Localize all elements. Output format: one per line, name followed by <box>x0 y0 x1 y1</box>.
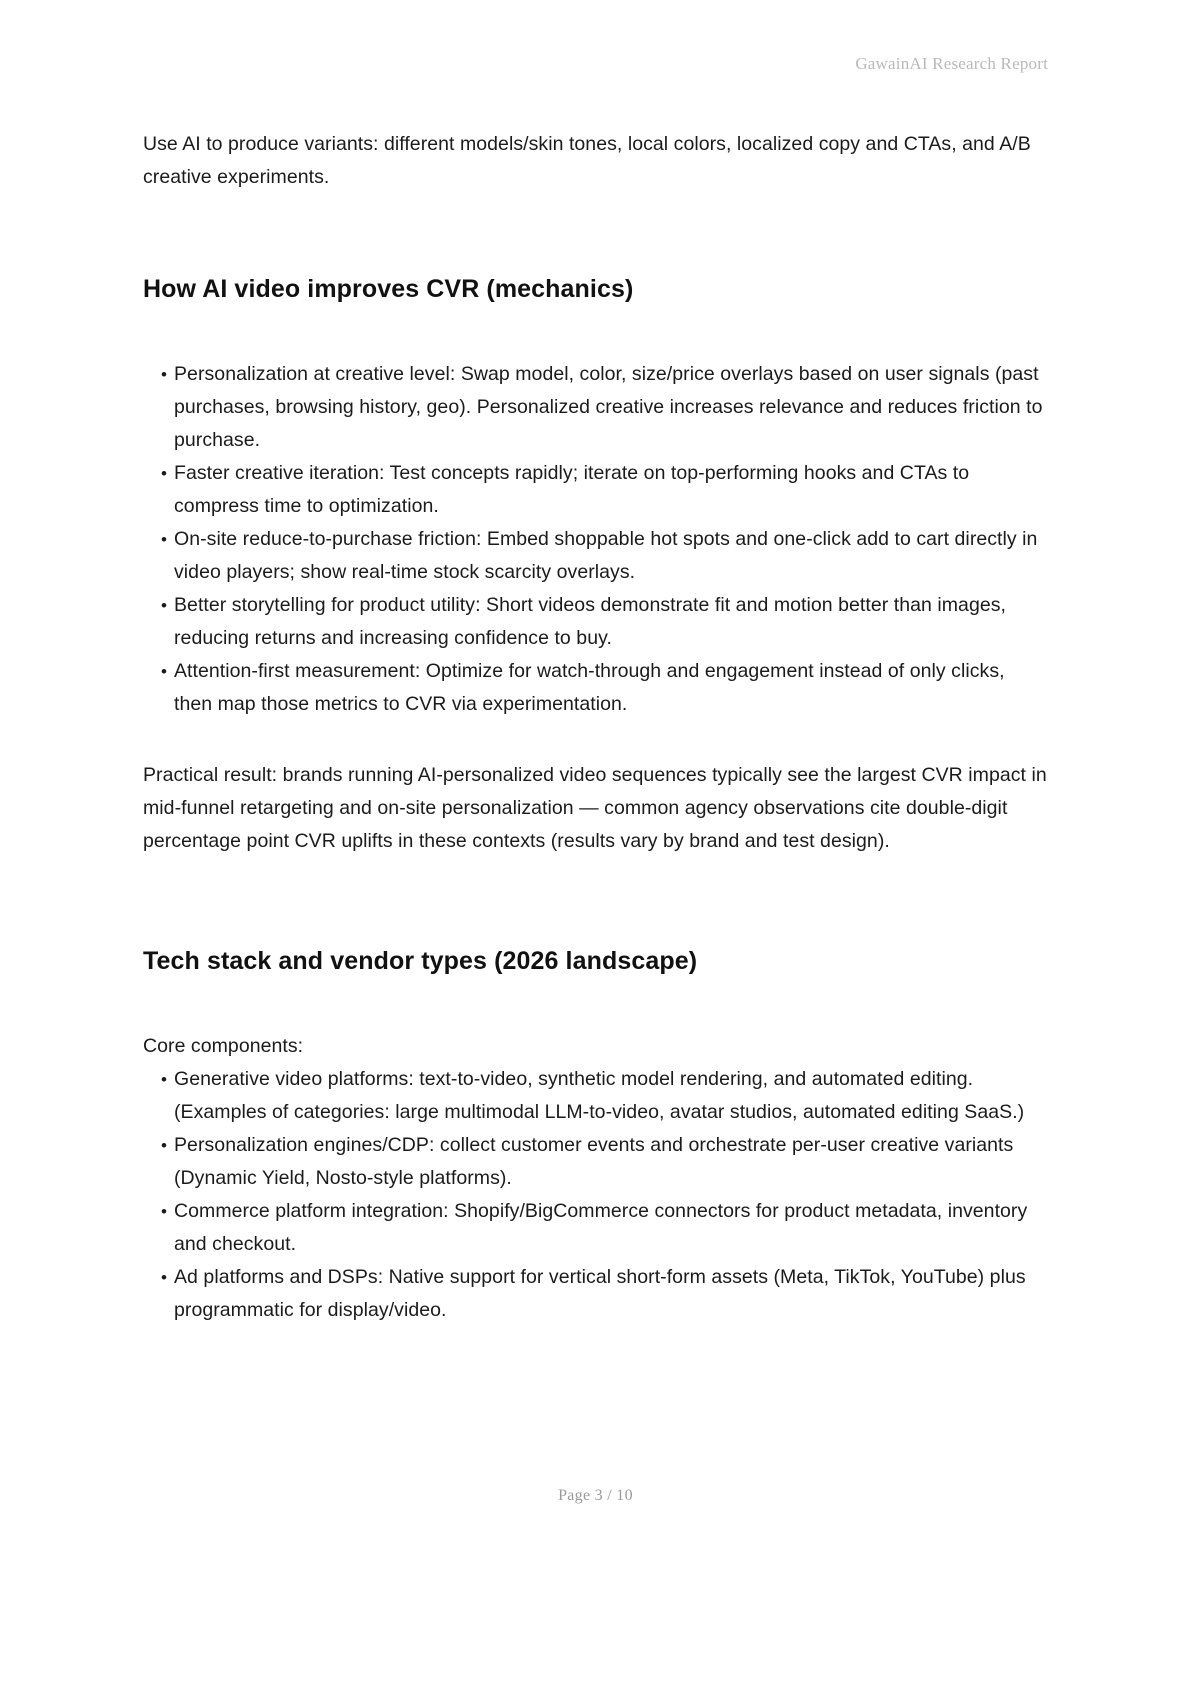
list-item: • On-site reduce-to-purchase friction: Embed shoppable hot spots and one-click add to cart directly in video players; show real-time stock scarcity overlays. <box>143 523 1048 589</box>
section-heading-tech-stack: Tech stack and vendor types (2026 landscape) <box>143 947 698 975</box>
spacer <box>143 194 1048 272</box>
section-heading-mechanics: How AI video improves CVR (mechanics) <box>143 275 634 303</box>
list-item: • Better storytelling for product utility: Short videos demonstrate fit and motion better than images, reducing returns and increasing confidence to buy. <box>143 589 1048 655</box>
mechanics-closing-paragraph: Practical result: brands running AI-personalized video sequences typically see the largest CVR impact in mid-funnel retargeting and on-site personalization — common agency observations cite double-digit percentage point CVR uplifts in these contexts (results vary by brand and test design). <box>143 764 1047 852</box>
tech-stack-bullet-list <box>143 1063 1048 1327</box>
list-item: • Attention-first measurement: Optimize for watch-through and engagement instead of only clicks, then map those metrics to CVR via experimentation. <box>143 655 1048 721</box>
intro-paragraph: Use AI to produce variants: different models/skin tones, local colors, localized copy and CTAs, and A/B creative experiments. <box>143 133 1031 188</box>
spacer <box>143 858 1048 944</box>
list-item: • Personalization engines/CDP: collect customer events and orchestrate per-user creative variants (Dynamic Yield, Nosto-style platforms). <box>143 1129 1048 1195</box>
list-item: • Ad platforms and DSPs: Native support for vertical short-form assets (Meta, TikTok, YouTube) plus programmatic for display/video. <box>143 1261 1048 1327</box>
page-content <box>143 128 1048 1327</box>
spacer <box>143 306 1048 358</box>
list-item: • Personalization at creative level: Swap model, color, size/price overlays based on user signals (past purchases, browsing history, geo). Personalized creative increases relevance and reduces friction to purchase. <box>143 358 1048 457</box>
tech-stack-lead-in: Core components: <box>143 1035 304 1057</box>
list-item: • Generative video platforms: text-to-video, synthetic model rendering, and automated editing. (Examples of categories: large multimodal LLM-to-video, avatar studios, automated editing SaaS.) <box>143 1063 1048 1129</box>
mechanics-bullet-list <box>143 358 1048 721</box>
running-header: GawainAI Research Report <box>855 54 1048 73</box>
page-footer: Page 3 / 10 <box>558 1487 633 1504</box>
list-item: • Faster creative iteration: Test concepts rapidly; iterate on top-performing hooks and CTAs to compress time to optimization. <box>143 457 1048 523</box>
list-item: • Commerce platform integration: Shopify/BigCommerce connectors for product metadata, inventory and checkout. <box>143 1195 1048 1261</box>
spacer <box>143 978 1048 1030</box>
spacer <box>143 721 1048 759</box>
